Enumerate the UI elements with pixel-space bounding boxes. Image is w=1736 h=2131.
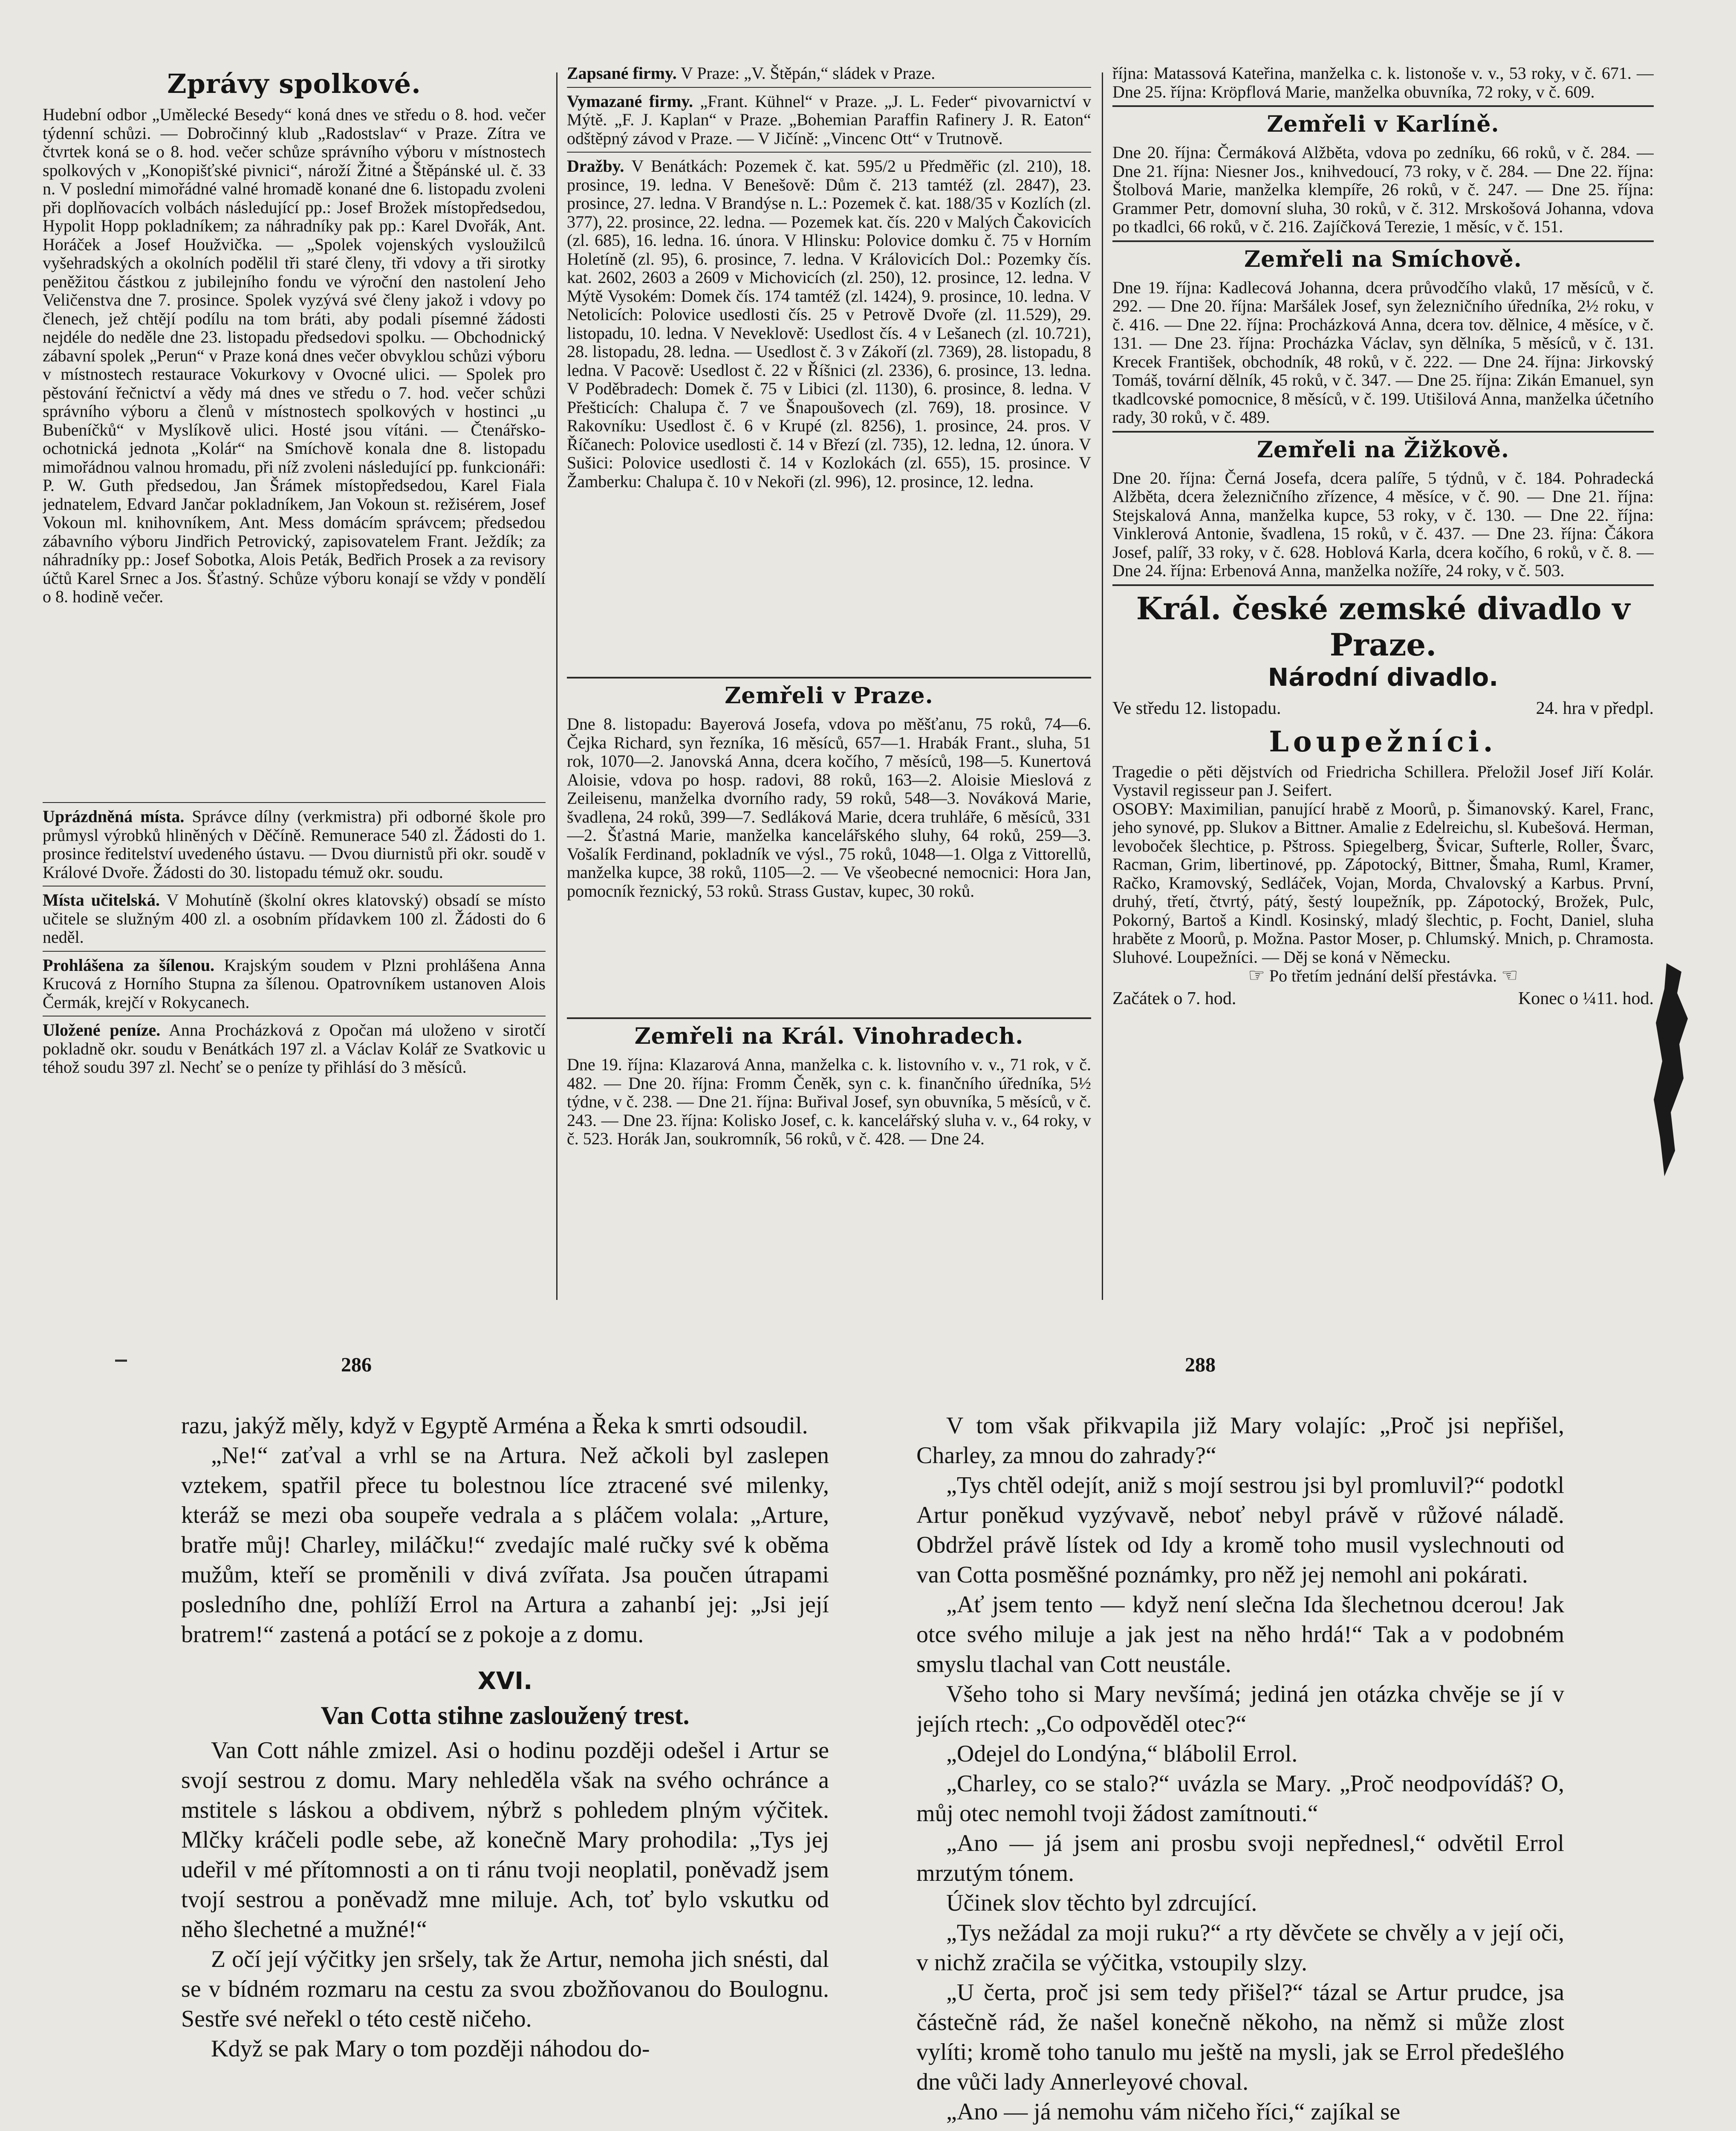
paragraph: razu, jakýž měly, když v Egyptě Arména a Řeka k smrti odsoudil. xyxy=(181,1412,808,1439)
club-news-text: Hudební odbor „Umělecké Besedy“ koná dnes ve středu o 8. hod. večer týdenní schůzi. — Dobročinný klub „Radostslav“ v Praze. Zítra ve čtvrtek koná se o 8. hod. večer schůze správního výboru v místnostech spolkových v „Konopišťské pivnici“, nároží Žitné a Štěpánské ul. č. 33 n. V poslední mimořádné valné hromadě konané dne 6. listopadu zvoleni při doplňovacích volbách následující pp.: Josef Brožek místopředsedou, Hypolit Hopp pokladníkem; za náhradníky pak pp.: Karel Dvořák, Ant. Horáček a Josef Houžvička. — „Spolek vojenských vysloužilců vyšehradských a okolních podělil tři staré členy, tři vdovy a tři sirotky peněžitou částkou z jubilejního fondu ve výroční den nastolení Jeho Veličenstva dne 7. prosince. Spolek vyzývá své členy jakož i vdovy po členech, jež chtějí podílu na tom bráti, aby podali písemné žádosti nejdéle do neděle dne 23. listopadu předsedovi spolku. — Obchodnický zábavní spolek „Perun“ v Praze koná dnes večer obvyklou schůzi výboru v místnostech restaurace Vokurkovy v Ovocné ulici. — Spolek pro pěstování řečnictví a vědy má dnes ve středu o 7. hod. večer schůzi správního výboru a členů v místnostech spolkových v hostinci „u Bubeníčků“ v Myslíkově ulici. Hosté jsou vítáni. — Čtenářsko-ochotnická jednota „Kolár“ na Smíchově konala dne 8. listopadu mimořádnou valnou hromadu, při níž zvoleni následující pp. funkcionáři: P. W. Guth předsedou, Jan Šrámek místopředsedou, Karel Fiala jednatelem, Edvard Jančar pokladníkem, Jan Vokoun st. režisérem, Josef Vokoun ml. knihovníkem, Ant. Mess domácím správcem; předsedou zábavního výboru Jindřich Petrovický, zapisovatelem Frant. Ježdík; za náhradníky pp.: Josef Sobotka, Alois Peták, Bedřich Prosek a za revisory účtů Karel Srnec a Jos. Šťastný. Schůze výboru konají se vždy v pondělí o 8. hodině večer. xyxy=(43,105,546,606)
pointing-hand-icon: ☜ xyxy=(1501,966,1518,985)
paragraph: „Ano — já jsem ani prosbu svoji nepřednesl,“ odvětil Errol mrzutým tónem. xyxy=(916,1830,1564,1886)
deaths-continued-text: října: Matassová Kateřina, manželka c. k. listonoše v. v., 53 roky, v č. 671. — Dne 25. října: Kröpflová Marie, manželka obuvníka, 72 roky, v č. 609. xyxy=(1112,64,1654,101)
page-number-right: 288 xyxy=(1185,1354,1216,1376)
end-time: Konec o ¼11. hod. xyxy=(1518,988,1654,1008)
paragraph: Van Cott náhle zmizel. Asi o hodinu později odešel i Artur se svojí sestrou z domu. Mary nehleděla však na svého ochránce a mstitele s láskou a obdivem, nýbrž s pohledem plným výčitek. Mlčky kráčeli podle sebe, až konečně Mary prohodila: „Tys jej udeřil v mé přítomnosti a on ti ránu tvoji neoplatil, poněvadž jsem tvojí sestrou a poněvadž mne miluje. Ach, toť bylo vskutku od něho šlechetné a mužné!“ xyxy=(181,1737,829,1943)
vacancies-head: Uprázdněná místa. xyxy=(43,807,185,826)
paragraph: „Odejel do Londýna,“ blábolil Errol. xyxy=(946,1741,1298,1767)
deaths-zizkov-text: Dne 20. října: Černá Josefa, dcera palíře, 5 týdnů, v č. 184. Pohradecká Alžběta, dcera železničního zřízence, 4 měsíce, v č. 90. — Dne 21. října: Stejskalová Anna, manželka kupce, 53 roky, v č. 130. — Dne 22. října: Vinklerová Antonie, švadlena, 15 roků, v č. 437. — Dne 23. října: Čákora Josef, palíř, 33 roky, v č. 628. Hoblová Karla, dcera kočího, 6 roků, v č. 8. — Dne 24. října: Erbenová Anna, manželka nožíře, 24 roky, v č. 503. xyxy=(1112,468,1654,580)
divider xyxy=(567,1017,1091,1019)
insanity-paragraph xyxy=(43,956,546,1012)
performance-times xyxy=(1112,988,1654,1009)
firms-registered-paragraph xyxy=(567,64,1091,83)
chapter-number: XVI. xyxy=(477,1667,533,1695)
performance-number: 24. hra v předpl. xyxy=(1536,698,1654,718)
insanity-text: Krajským soudem v Plzni prohlášena Anna Krucová z Horního Stupna za šílenou. Opatrovníkem ustanoven Alois Čermák, krejčí v Rokycanech. xyxy=(43,956,546,1011)
divider xyxy=(1112,240,1654,242)
divider xyxy=(567,152,1091,153)
start-time: Začátek o 7. hod. xyxy=(1112,988,1236,1008)
paragraph: Všeho toho si Mary nevšímá; jediná jen otázka chvěje se jí v jejích rtech: „Co odpověděl otec?“ xyxy=(916,1681,1564,1737)
performance-date: Ve středu 12. listopadu. xyxy=(1112,698,1281,718)
book-page-left xyxy=(181,1411,829,2131)
firms-deleted-head: Vymazané firmy. xyxy=(567,92,693,111)
performance-info xyxy=(1112,698,1654,719)
section-title: Zemřeli na Král. Vinohradech. xyxy=(634,1023,1024,1049)
news-column-1 xyxy=(43,64,546,1300)
divider xyxy=(43,802,546,803)
dash-mark xyxy=(115,1360,127,1362)
news-column-2 xyxy=(567,64,1091,1300)
chapter-title: Van Cotta stihne zasloužený trest. xyxy=(321,1701,690,1730)
section-title: Zemřeli v Karlíně. xyxy=(1267,111,1499,137)
teacher-paragraph xyxy=(43,891,546,947)
cast-list: OSOBY: Maximilian, panující hrabě z Moorů, p. Šimanovský. Karel, Franc, jeho synové, pp. Slukov a Bittner. Amalie z Edelreichu, sl. Kubešová. Herman, levoboček šlechtice, p. Pštross. Spiegelberg, Švicar, Sufterle, Roller, Švarc, Racman, Grim, libertinové, pp. Zápotocký, Bittner, Šmaha, Ruml, Kramer, Račko, Kramovský, Sedláček, Vojan, Morda, Chvalovský a Karbus. První, druhý, třetí, čtvrtý, pátý, šestý loupežník, pp. Zápotocký, Brožek, Pulc, Pokorný, Bartoš a Kindl. Kosinský, mladý šlechtic, p. Focht, Daniel, sluha hraběte z Moorů, p. Možna. Pastor Moser, p. Chlumský. Mnich, p. Chramosta. Sluhové. Loupežníci. — Děj se koná v Německu. xyxy=(1112,799,1654,966)
paragraph: Když se pak Mary o tom později náhodou do- xyxy=(211,2036,650,2062)
firms-deleted-text: „Frant. Kühnel“ v Praze. „J. L. Feder“ pivovarnictví v Mýtě. „F. J. Kaplan“ v Praze. „Bohemian Paraffin Rafinery J. R. Eaton“ odštěpný závod v Praze. — V Jičíně: „Vincenc Ott“ v Trutnově. xyxy=(567,92,1091,147)
divider xyxy=(1112,431,1654,433)
teacher-head: Místa učitelská. xyxy=(43,891,160,910)
paragraph: „Ne!“ zaťval a vrhl se na Artura. Než ačkoli byl zaslepen vztekem, spatřil přece tu bolestnou líce ztracené své milenky, kteráž se mezi oba soupeře vedrala a s pláčem volala: „Arture, bratře můj! Charley, miláčku!“ zvedajíc malé ručky své k oběma mužům, kteří se proměnili v divá zvířata. Jsa poučen útrapami posledního dne, pohlíží Errol na Artura a zahanbí jej: „Jsi její bratrem!“ zastená a potácí se z pokoje a z domu. xyxy=(181,1442,829,1648)
paragraph: „Charley, co se stalo?“ uvázla se Mary. „Proč neodpovídáš? O, můj otec nemohl tvoji žádost zamítnouti.“ xyxy=(916,1770,1564,1827)
news-column-3 xyxy=(1112,64,1654,1300)
firms-deleted-paragraph xyxy=(567,92,1091,148)
paragraph: „U čerta, proč jsi sem tedy přišel?“ tázal se Artur prudce, jsa částečně rád, že našel konečně někoho, na němž si může zlost vylíti; kromě toho tanulo mu ještě na mysli, jak se Errol předešlého dne vůči lady Annerleyové choval. xyxy=(916,1979,1564,2095)
paragraph: „Ano — já nemohu vám ničeho říci,“ zajíkal se xyxy=(946,2099,1401,2125)
paragraph: Účinek slov těchto byl zdrcující. xyxy=(946,1890,1257,1916)
page-number-left: 286 xyxy=(341,1354,372,1376)
firms-registered-head: Zapsané firmy. xyxy=(567,64,677,83)
section-title: Zprávy spolkové. xyxy=(167,68,421,99)
section-title: Zemřeli v Praze. xyxy=(725,683,933,709)
section-title: Zemřeli na Smíchově. xyxy=(1244,246,1522,272)
deposit-paragraph xyxy=(43,1021,546,1077)
auctions-text: V Benátkách: Pozemek č. kat. 595/2 u Předměřic (zl. 210), 18. prosince, 19. ledna. V Benešově: Dům č. 213 tamtéž (zl. 2847), 23. prosince, 27. ledna. V Brandýse n. L.: Pozemek č. kat. 188/35 v Kozlích (zl. 377), 22. prosince, 22. ledna. — Pozemek kat. čís. 220 v Malých Čakovicích (zl. 685), 16. ledna. 16. února. V Hlinsku: Polovice domku č. 75 v Horním Holetíně (zl. 95), 6. prosince, 7. ledna. V Královicích Dol.: Pozemky čís. kat. 2602, 2603 a 2609 v Michovicích (zl. 250), 12. prosince, 12. ledna. V Mýtě Vysokém: Domek čís. 174 tamtéž (zl. 1424), 9. prosince, 10. ledna. V Netolicích: Polovice usedlosti čís. 25 v Petrově Dvoře (zl. 11.529), 29. listopadu, 10. ledna. V Neveklově: Usedlost čís. 4 v Lešanech (zl. 10.721), 28. listopadu, 28. ledna. — Usedlost č. 3 v Zákoří (zl. 7369), 28. listopadu, 8 ledna. V Pacově: Usedlost č. 22 v Říšnici (zl. 2336), 6. prosince, 13. ledna. V Poděbradech: Domek č. 75 v Libici (zl. 1130), 6. prosince, 8. ledna. V Přešticích: Chalupa č. 7 ve Šnapoušovech (zl. 769), 18. prosince. V Rakovníku: Usedlost č. 6 v Krupé (zl. 8256), 1. prosince, 24. pros. V Říčanech: Polovice usedlosti č. 14 v Březí (zl. 735), 12. ledna, 12. února. V Sušici: Polovice usedlosti č. 14 v Kozlokách (zl. 655), 15. prosince. V Žamberku: Chalupa č. 10 v Nekoři (zl. 996), 12. prosince, 12. ledna. xyxy=(567,157,1091,491)
ink-blot xyxy=(1641,959,1705,1181)
vacancies-text: Správce dílny (verkmistra) při odborné škole pro průmysl výrobků hliněných v Děčíně. Remunerace 540 zl. Žádosti do 1. prosince ředitelství uvedeného ústavu. — Dvou diurnistů při okr. soudě v Králové Dvoře. Žádosti do 30. listopadu témuž okr. soudu. xyxy=(43,807,546,881)
paragraph: „Tys chtěl odejít, aniž s mojí sestrou jsi byl promluvil?“ podotkl Artur poněkud vyzývavě, neboť nebyl právě v růžové náladě. Obdržel právě lístek od Idy a kromě toho musil vyslechnouti od van Cotta posměšné poznámky, pro něž jej nemohl ani pokárati. xyxy=(916,1472,1564,1588)
column-divider xyxy=(556,72,557,1300)
play-title: Loupežníci. xyxy=(1269,725,1497,758)
deaths-smichov-text: Dne 19. října: Kadlecová Johanna, dcera průvodčího vlaků, 17 měsíců, v č. 292. — Dne 20. října: Maršálek Josef, syn železničního úředníka, 2½ roku, v č. 416. — Dne 22. října: Procházková Anna, dcera tov. dělnice, 4 měsíce, v č. 131. — Dne 23. října: Procházka Václav, syn dělníka, 5 měsíců, v č. 131. Krecek František, obchodník, 48 roků, v č. 222. — Dne 24. října: Jirkovský Tomáš, tovární dělník, 45 roků, v č. 347. — Dne 25. října: Zikán Emanuel, syn tkadlcovské pomocnice, 8 měsíců, v č. 199. Utišilová Anna, manželka účetního rady, 30 roků, v č. 489. xyxy=(1112,278,1654,427)
paragraph: „Tys nežádal za moji ruku?“ a rty děvčete se chvěly a v její oči, v nichž zračila se výčitka, vstoupily slzy. xyxy=(916,1920,1564,1976)
intermission-note xyxy=(1112,966,1654,985)
firms-registered-text: V Praze: „V. Štěpán,“ sládek v Praze. xyxy=(681,64,936,83)
divider xyxy=(1112,584,1654,586)
pointing-hand-icon: ☞ xyxy=(1248,966,1265,985)
divider xyxy=(567,677,1091,679)
paragraph: V tom však přikvapila již Mary volajíc: „Proč jsi nepřišel, Charley, za mnou do zahrady?“ xyxy=(916,1412,1564,1469)
auctions-head: Dražby. xyxy=(567,157,624,176)
book-page-right xyxy=(916,1411,1564,2131)
play-description: Tragedie o pěti dějstvích od Friedricha Schillera. Přeložil Josef Jiří Kolár. Vystavil regisseur pan J. Seifert. xyxy=(1112,762,1654,800)
section-title: Zemřeli na Žižkově. xyxy=(1257,436,1510,463)
deposit-head: Uložené peníze. xyxy=(43,1021,161,1040)
divider xyxy=(567,87,1091,88)
divider xyxy=(1112,105,1654,107)
deaths-karlin-text: Dne 20. října: Čermáková Alžběta, vdova po zedníku, 66 roků, v č. 284. — Dne 21. října: Niesner Jos., knihvedoucí, 73 roky, v č. 284. — Dne 22. října: Štolbová Marie, manželka klempíře, 26 roků, v č. 247. — Dne 25. října: Grammer Petr, domovní sluha, 30 roků, v č. 312. Mrskošová Johanna, vdova po tkadlci, 66 roků, v č. 216. Zajíčková Terezie, 1 měsíc, v č. 151. xyxy=(1112,143,1654,236)
auctions-paragraph xyxy=(567,157,1091,673)
deaths-prague-text: Dne 8. listopadu: Bayerová Josefa, vdova po měšťanu, 75 roků, 74—6. Čejka Richard, syn řezníka, 16 měsíců, 657—1. Hrabák Frant., sluha, 51 rok, 1070—2. Janovská Anna, dcera kočího, 7 měsíců, 198—5. Kunertová Aloisie, vdova po hosp. radovi, 88 roků, 163—2. Aloisie Mieslová z Zeileisenu, manželka dvorního rady, 59 roků, 548—3. Nováková Marie, švadlena, 24 roků, 399—7. Sedláková Marie, dcera truhláře, 6 měsíců, 331—2. Šťastná Marie, manželka kancelářského sluhy, 64 roků, 259—3. Vošalík Ferdinand, pokladník ve výsl., 75 roků, 1048—1. Olga z Vittorellů, manželka kupce, 38 roků, 1105—2. — Ve všeobecné nemocnici: Hora Jan, pomocník řeznický, 53 roků. Strass Gustav, kupec, 30 roků. xyxy=(567,715,1091,901)
vacancies-paragraph xyxy=(43,807,546,881)
news-section xyxy=(43,64,1692,1300)
divider xyxy=(43,951,546,952)
deaths-vinohrady-text: Dne 19. října: Klazarová Anna, manželka c. k. listovního v. v., 71 rok, v č. 482. — Dne 20. října: Fromm Čeněk, syn c. k. finančního úředníka, 5½ týdne, v č. 238. — Dne 21. října: Buřival Josef, syn obuvníka, 5 měsíců, v č. 243. — Dne 23. října: Kolisko Josef, c. k. kancelářský sluha v. v., 64 roky, v č. 523. Horák Jan, soukromník, 56 roků, v č. 428. — Dne 24. xyxy=(567,1055,1091,1148)
insanity-head: Prohlášena za šílenou. xyxy=(43,956,215,975)
teacher-text: V Mohutíně (školní okres klatovský) obsadí se místo učitele se služným 400 zl. a osobním přídavkem 100 zl. Žádosti do 6 neděl. xyxy=(43,891,546,947)
theatre-title: Král. české zemské divadlo v Praze. xyxy=(1136,590,1630,663)
paragraph: Z očí její výčitky jen sršely, tak že Artur, nemoha jich snésti, dal se v bídném rozmaru na cestu za svou zbožňovanou do Boulognu. Sestře své neřekl o této cestě ničeho. xyxy=(181,1946,829,2032)
paragraph: „Ať jsem tento — když není slečna Ida šlechetnou dcerou! Jak otce svého miluje a jak jest na něho hrdá!“ Tak a v podobném smyslu tlachal van Cott neustále. xyxy=(916,1591,1564,1678)
column-divider xyxy=(1102,72,1103,1300)
intermission-text: Po třetím jednání delší přestávka. xyxy=(1269,966,1497,985)
theatre-subtitle: Národní divadlo. xyxy=(1268,662,1499,692)
deposit-text: Anna Procházková z Opočan má uloženo v sirotčí pokladně okr. soudu v Benátkách 197 zl. a Václav Kolář ze Svatkovic u téhož soudu 397 zl. Nechť se o peníze ty přihlásí do 3 měsíců. xyxy=(43,1021,546,1077)
